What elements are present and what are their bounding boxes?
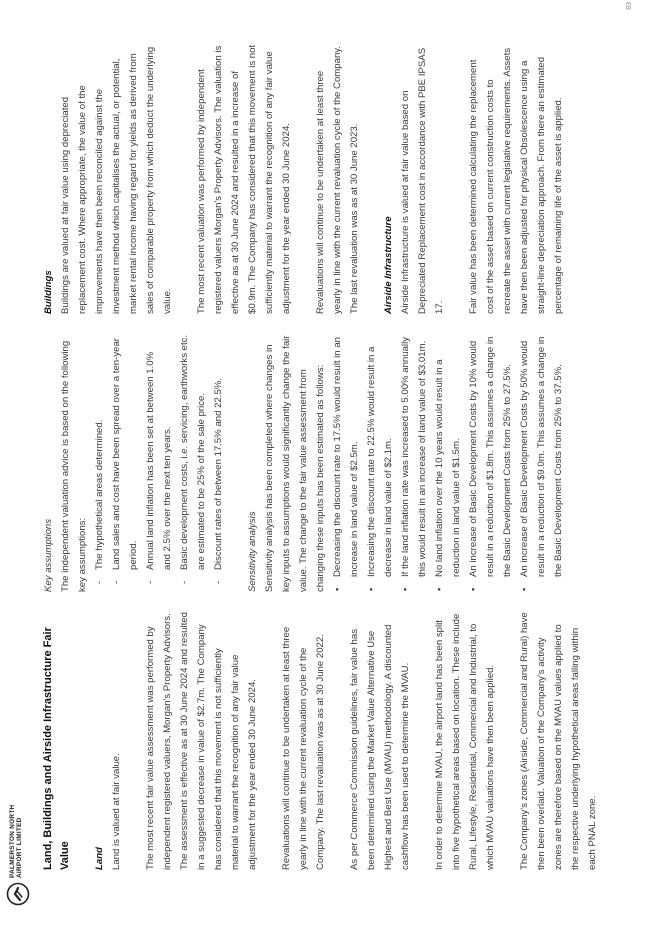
column-land bbox=[40, 612, 601, 870]
list-item: ▪ Decreasing the discount rate to 17.5% would result in an increase in land value of $2.5m. bbox=[329, 334, 363, 592]
list-item: ▪ An increase of Basic Development Costs by 50% would result in a reduction of $9.0m. This assumes a change in the Basic Development Costs from 25% to 37.5%. bbox=[516, 334, 567, 592]
assumptions-list bbox=[91, 334, 227, 592]
airside-paragraph-1: Airside Infrastructure is valued at fair value based on Depreciated Replacement cost in accordance with PBE IPSAS 17. bbox=[400, 47, 445, 314]
list-item: ▪ No land inflation over the 10 years would result in a reduction in land value of $1.5m. bbox=[431, 334, 465, 592]
buildings-paragraph-2: The most recent valuation was performed by independent registered valuers Morgan's Property Advisors. The valuation is effective as at 30 June 2024 and resulted in a increase of $0.9m. The Company has considered that this movement is not sufficiently material to warrant the recognition of any fair value adjustment for the year ended 30 June 2024. bbox=[196, 44, 292, 314]
key-assumptions-intro: The independent valuation advice is based on the following key assumptions: bbox=[60, 340, 88, 592]
buildings-heading: Buildings bbox=[43, 270, 54, 314]
list-item: - Basic development costs, i.e. servicing, earthworks etc. are estimated to be 25% of the sale price. bbox=[176, 334, 210, 592]
sensitivity-heading: Sensitivity analysis bbox=[247, 511, 258, 592]
list-item: ▪ Increasing the discount rate to 22.5% would result in a decrease in land value of $2.1m. bbox=[363, 334, 397, 592]
sensitivity-list bbox=[329, 334, 567, 592]
sensitivity-intro: Sensitivity analysis has been completed where changes in key inputs to assumptions would significantly change the fair value. The change to the fair value assessment from changing these inputs has been estimated as follows: bbox=[264, 335, 326, 592]
land-heading: Land bbox=[94, 847, 105, 870]
list-item: - Discount rates of between 17.5% and 22.5%. bbox=[210, 334, 227, 592]
land-paragraph-1: Land is valued at fair value. bbox=[111, 753, 122, 870]
land-paragraph-6: The Company's zones (Airside, Commercial and Rural) have then been overlaid. Valuation of the Company's activity zones are therefore based on the MVAU values applied to the respective underlying hypothetical areas falling within each PNAL zone. bbox=[519, 612, 598, 870]
logo-line-2: AIRPORT LIMITED bbox=[16, 817, 23, 878]
buildings-paragraph-1: Buildings are valued at fair value using depreciated replacement cost. Where appropriate, the value of the improvements have then been reconciled against the investment method which capitalises the actual, or potential, market rental income having regard for yields as derived from sales of comparable property from which deduct the underlying value. bbox=[60, 46, 173, 314]
column-assumptions bbox=[40, 334, 567, 592]
page-number: 83 bbox=[626, 2, 633, 10]
list-item: ▪ An increase of Basic Development Costs by 10% would result in a reduction of $1.8m. This assumes a change in the Basic Development Costs from 25% to 27.5%. bbox=[465, 334, 516, 592]
list-item: - Land sales and cost have been spread over a ten-year period. bbox=[108, 334, 142, 592]
list-item: - The hypothetical areas determined. bbox=[91, 334, 108, 592]
land-paragraph-4: As per Commerce Commission guidelines, fair value has been determined using the Market Value Alternative Use Highest and Best Use (MVAU) methodology. A discounted cashflow has been used to determine the MVAU. bbox=[349, 624, 411, 870]
column-buildings bbox=[40, 44, 567, 314]
land-paragraph-2: The most recent fair value assessment was performed by independent registered valuers, Morgan's Property Advisors. The assessment is effective as at 30 June 2024 and resulted in a suggested decrease in value of $2.7m. The Company has considered that this movement is not sufficiently material to warrant the recognition of any fair value adjustment for the year ended 30 June 2024. bbox=[145, 612, 258, 870]
airside-paragraph-2: Fair value has been determined calculating the replacement cost of the asset based on current construction costs to recreate the asset with current legislative requirements. Assets have then been adjusted for physical Obsolescence using a straight-line depreciation approach. From there an estimated percentage of remaining life of the asset is applied. bbox=[468, 47, 564, 314]
page-title: Land, Buildings and Airside Infrastructure Fair Value bbox=[42, 627, 71, 870]
airside-heading: Airside Infrastructure bbox=[383, 216, 394, 314]
key-assumptions-heading: Key assumptions bbox=[43, 518, 54, 592]
company-logo bbox=[0, 766, 40, 906]
buildings-paragraph-3: Revaluations will continue to be undertaken at least three yearly in line with the current revaluation cycle of the Company. The last revaluation was as at 30 June 2023. bbox=[315, 45, 360, 314]
list-item: - Annual land inflation has been set at between 1.0% and 2.5% over the next ten years. bbox=[142, 334, 176, 592]
list-item: ▪ If the land inflation rate was increased to 5.00% annually this would result in an increase of land value of $3.01m. bbox=[397, 334, 431, 592]
land-paragraph-5: In order to determine MVAU, the airport land has been split into five hypothetical areas based on location. These include Rural, Lifestyle, Residential, Commercial and Industrial, to which MVAU valuations have then been applied. bbox=[434, 613, 496, 870]
land-paragraph-3: Revaluations will continue to be undertaken at least three yearly in line with the current revaluation cycle of the Company. The last revaluation was as at 30 June 2022. bbox=[281, 626, 326, 870]
airport-logo-icon bbox=[6, 882, 30, 906]
logo-line-1: PALMERSTON NORTH bbox=[9, 804, 16, 878]
